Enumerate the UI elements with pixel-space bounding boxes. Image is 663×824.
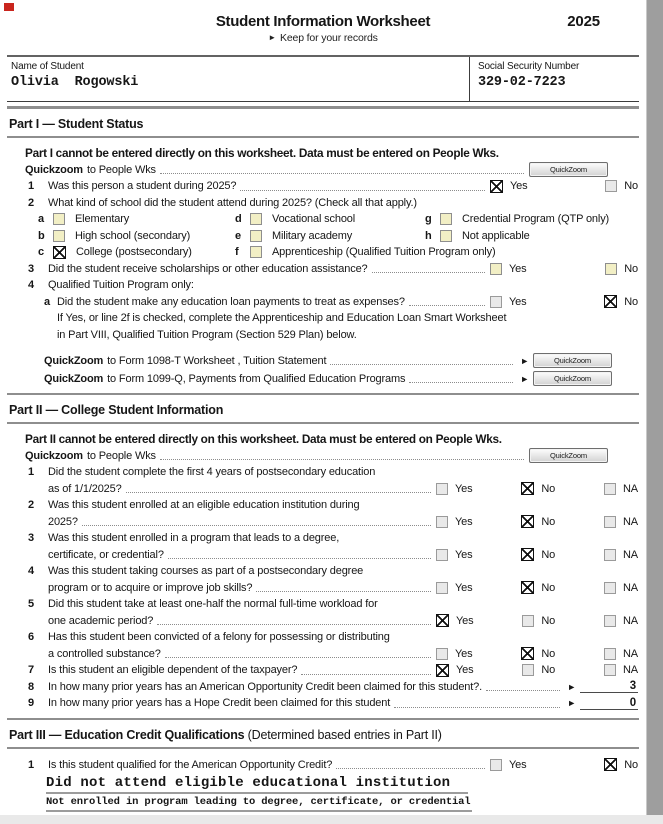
- p1-line4a-text: Did the student make any education loan payments to treat as expenses?: [57, 295, 405, 308]
- p2-q3-yes-checkbox[interactable]: [436, 549, 448, 561]
- quickzoom-1099q-row: QuickZoom to Form 1099-Q, Payments from Qualified Education Programs ► QuickZoom: [44, 370, 638, 387]
- p2-q5-na-checkbox[interactable]: [604, 615, 616, 627]
- p1-line1-text: Was this person a student during 2025?: [48, 180, 237, 193]
- p1-line2-text: What kind of school did the student attend during 2025? (Check all that apply.): [48, 196, 417, 209]
- p1-line3-text: Did the student receive scholarships or other education assistance?: [48, 262, 368, 275]
- ssn-label: Social Security Number: [478, 61, 580, 72]
- p2-q1-na-checkbox[interactable]: [604, 483, 616, 495]
- p2-q5-no-checkbox[interactable]: [522, 615, 534, 627]
- quickzoom-1098t-row: QuickZoom to Form 1098-T Worksheet , Tuition Statement ► QuickZoom: [44, 352, 638, 369]
- p1-line2-options-row3: c College (postsecondary) f Apprenticeship (Qualified Tuition Program only): [38, 246, 496, 259]
- p2-q5-yes-checkbox[interactable]: [436, 614, 449, 627]
- part3-top-rule: [7, 718, 639, 720]
- p1-line4a-no-checkbox[interactable]: [604, 295, 617, 308]
- part3-heading: Part III — Education Credit Qualifications (Determined based entries in Part II): [9, 727, 442, 742]
- p3-disqualification-reason-2: Not enrolled in program leading to degree, certificate, or credential: [46, 796, 472, 812]
- p1-line4: 4 Qualified Tuition Program only:: [28, 279, 194, 292]
- p2-q6-na-checkbox[interactable]: [604, 648, 616, 660]
- p2-q4-yes-checkbox[interactable]: [436, 582, 448, 594]
- p2-q6-no-checkbox[interactable]: [521, 647, 534, 660]
- p1-line3-yes-checkbox[interactable]: [490, 263, 502, 275]
- p2-q4-na-checkbox[interactable]: [604, 582, 616, 594]
- quickzoom-1099q-button[interactable]: QuickZoom: [533, 371, 612, 386]
- option-e-checkbox[interactable]: [250, 230, 262, 242]
- p1-line2-options-row2: b High school (secondary) e Military academy h Not applicable: [38, 229, 530, 242]
- p2-q1-line1: 1 Did the student complete the first 4 years of postsecondary education: [28, 466, 376, 479]
- part2-notice: Part II cannot be entered directly on this worksheet. Data must be entered on People Wks.: [25, 432, 502, 446]
- p2-q4-line1: 4 Was this student taking courses as part of a postsecondary degree: [28, 565, 364, 578]
- p1-line1: 1 Was this person a student during 2025? Yes No: [28, 180, 638, 193]
- quickzoom-1098t-button[interactable]: QuickZoom: [533, 353, 612, 368]
- flag-icon: [4, 3, 14, 11]
- ssn-field[interactable]: 329-02-7223: [478, 75, 566, 90]
- p2-line7-yes-checkbox[interactable]: [436, 664, 449, 677]
- arrow-icon: ►: [567, 681, 576, 692]
- p2-q6-line1: 6 Has this student been convicted of a felony for possessing or distributing: [28, 631, 390, 644]
- page-title: Student Information Worksheet: [215, 13, 431, 30]
- section-divider: [7, 106, 639, 109]
- p1-line4-note2: in Part VIII, Qualified Tuition Program (Section 529 Plan) below.: [57, 328, 357, 341]
- p2-q4-line2: program or to acquire or improve job skills? Yes No NA: [48, 581, 638, 594]
- student-name-box: [7, 57, 470, 101]
- part2-heading-rule: [7, 422, 639, 424]
- p2-q5-line1: 5 Did this student take at least one-half the normal full-time workload for: [28, 598, 378, 611]
- option-h-checkbox[interactable]: [440, 230, 452, 242]
- p2-line7: 7 Is this student an eligible dependent of the taxpayer? Yes No NA: [28, 664, 638, 677]
- student-name-label: Name of Student: [11, 61, 84, 72]
- option-a-checkbox[interactable]: [53, 213, 65, 225]
- app-background-right: [646, 0, 663, 815]
- p1-line3-no-checkbox[interactable]: [605, 263, 617, 275]
- ssn-box: [470, 57, 639, 101]
- part1-quickzoom-row: Quickzoom to People Wks QuickZoom: [25, 161, 638, 178]
- p2-q3-line2: certificate, or credential? Yes No NA: [48, 548, 638, 561]
- tax-year: 2025: [567, 13, 600, 30]
- form-subtitle: ► Keep for your records: [268, 32, 378, 44]
- p2-q1-no-checkbox[interactable]: [521, 482, 534, 495]
- p2-line9-value-field[interactable]: 0: [580, 697, 638, 710]
- option-d-checkbox[interactable]: [250, 213, 262, 225]
- option-b-checkbox[interactable]: [53, 230, 65, 242]
- p1-line2: 2 What kind of school did the student attend during 2025? (Check all that apply.): [28, 196, 417, 209]
- p1-line4-text: Qualified Tuition Program only:: [48, 279, 194, 292]
- form-header: [0, 0, 646, 55]
- p2-q2-yes-checkbox[interactable]: [436, 516, 448, 528]
- arrow-icon: ►: [520, 355, 529, 366]
- dotted-leader: [330, 364, 513, 365]
- p2-q6-yes-checkbox[interactable]: [436, 648, 448, 660]
- p2-q4-no-checkbox[interactable]: [521, 581, 534, 594]
- p1-line1-no-checkbox[interactable]: [605, 180, 617, 192]
- p2-line9: 9 In how many prior years has a Hope Credit been claimed for this student ► 0: [28, 696, 636, 710]
- dotted-leader: [372, 272, 485, 273]
- p2-q3-no-checkbox[interactable]: [521, 548, 534, 561]
- dotted-leader: [409, 305, 485, 306]
- part1-heading-rule: [7, 136, 639, 138]
- arrow-icon: ►: [520, 373, 529, 384]
- p2-q1-yes-checkbox[interactable]: [436, 483, 448, 495]
- identity-section: [7, 57, 639, 102]
- student-name-field[interactable]: Olivia Rogowski: [11, 75, 139, 90]
- option-g-checkbox[interactable]: [440, 213, 452, 225]
- p1-line2-options-row1: a Elementary d Vocational school g Credential Program (QTP only): [38, 213, 610, 226]
- p2-q2-line2: 2025? Yes No NA: [48, 515, 638, 528]
- dotted-leader: [240, 190, 485, 191]
- p1-line4a-yes-checkbox[interactable]: [490, 296, 502, 308]
- part2-quickzoom-row: Quickzoom to People Wks QuickZoom: [25, 447, 638, 464]
- dotted-leader: [409, 382, 513, 383]
- p3-line1: 1 Is this student qualified for the American Opportunity Credit? Yes No: [28, 758, 638, 771]
- p3-disqualification-reason-1: Did not attend eligible educational institution: [46, 775, 468, 794]
- option-c-checkbox[interactable]: [53, 246, 66, 259]
- quickzoom-people-wks-button[interactable]: QuickZoom: [529, 162, 608, 177]
- p2-q2-no-checkbox[interactable]: [521, 515, 534, 528]
- p2-q3-na-checkbox[interactable]: [604, 549, 616, 561]
- p2-line8: 8 In how many prior years has an American Opportunity Credit been claimed for this student?. ► 3: [28, 680, 636, 693]
- quickzoom-people-wks-button-2[interactable]: QuickZoom: [529, 448, 608, 463]
- p3-line1-no-checkbox[interactable]: [604, 758, 617, 771]
- p2-line8-value-field[interactable]: 3: [580, 680, 638, 693]
- dotted-leader: [160, 173, 524, 174]
- part2-heading: Part II — College Student Information: [9, 403, 224, 417]
- p2-q2-line1: 2 Was this student enrolled at an eligible education institution during: [28, 499, 360, 512]
- p3-line1-yes-checkbox[interactable]: [490, 759, 502, 771]
- p1-line4a: a Did the student make any education loan payments to treat as expenses? Yes No: [44, 295, 638, 308]
- p2-q3-line1: 3 Was this student enrolled in a program that leads to a degree,: [28, 532, 340, 545]
- p1-line1-yes-checkbox[interactable]: [490, 180, 503, 193]
- p2-q6-line2: a controlled substance? Yes No NA: [48, 647, 638, 660]
- part2-top-rule: [7, 393, 639, 395]
- arrow-icon: ►: [268, 33, 276, 42]
- p2-line7-na-checkbox[interactable]: [604, 664, 616, 676]
- p2-q1-line2: as of 1/1/2025? Yes No NA: [48, 482, 638, 495]
- arrow-icon: ►: [567, 698, 576, 709]
- dotted-leader: [160, 459, 524, 460]
- p1-line4-note1: If Yes, or line 2f is checked, complete the Apprenticeship and Education Loan Smart Worksheet: [57, 312, 507, 325]
- option-f-checkbox[interactable]: [250, 246, 262, 258]
- app-background-bottom: [0, 815, 663, 824]
- p1-line3: 3 Did the student receive scholarships or other education assistance? Yes No: [28, 262, 638, 275]
- p2-line7-no-checkbox[interactable]: [522, 664, 534, 676]
- part1-notice: Part I cannot be entered directly on this worksheet. Data must be entered on People Wks.: [25, 146, 499, 160]
- p2-q5-line2: one academic period? Yes No NA: [48, 614, 638, 627]
- part1-heading: Part I — Student Status: [9, 117, 144, 131]
- quickzoom-word: Quickzoom: [25, 163, 83, 176]
- p2-q2-na-checkbox[interactable]: [604, 516, 616, 528]
